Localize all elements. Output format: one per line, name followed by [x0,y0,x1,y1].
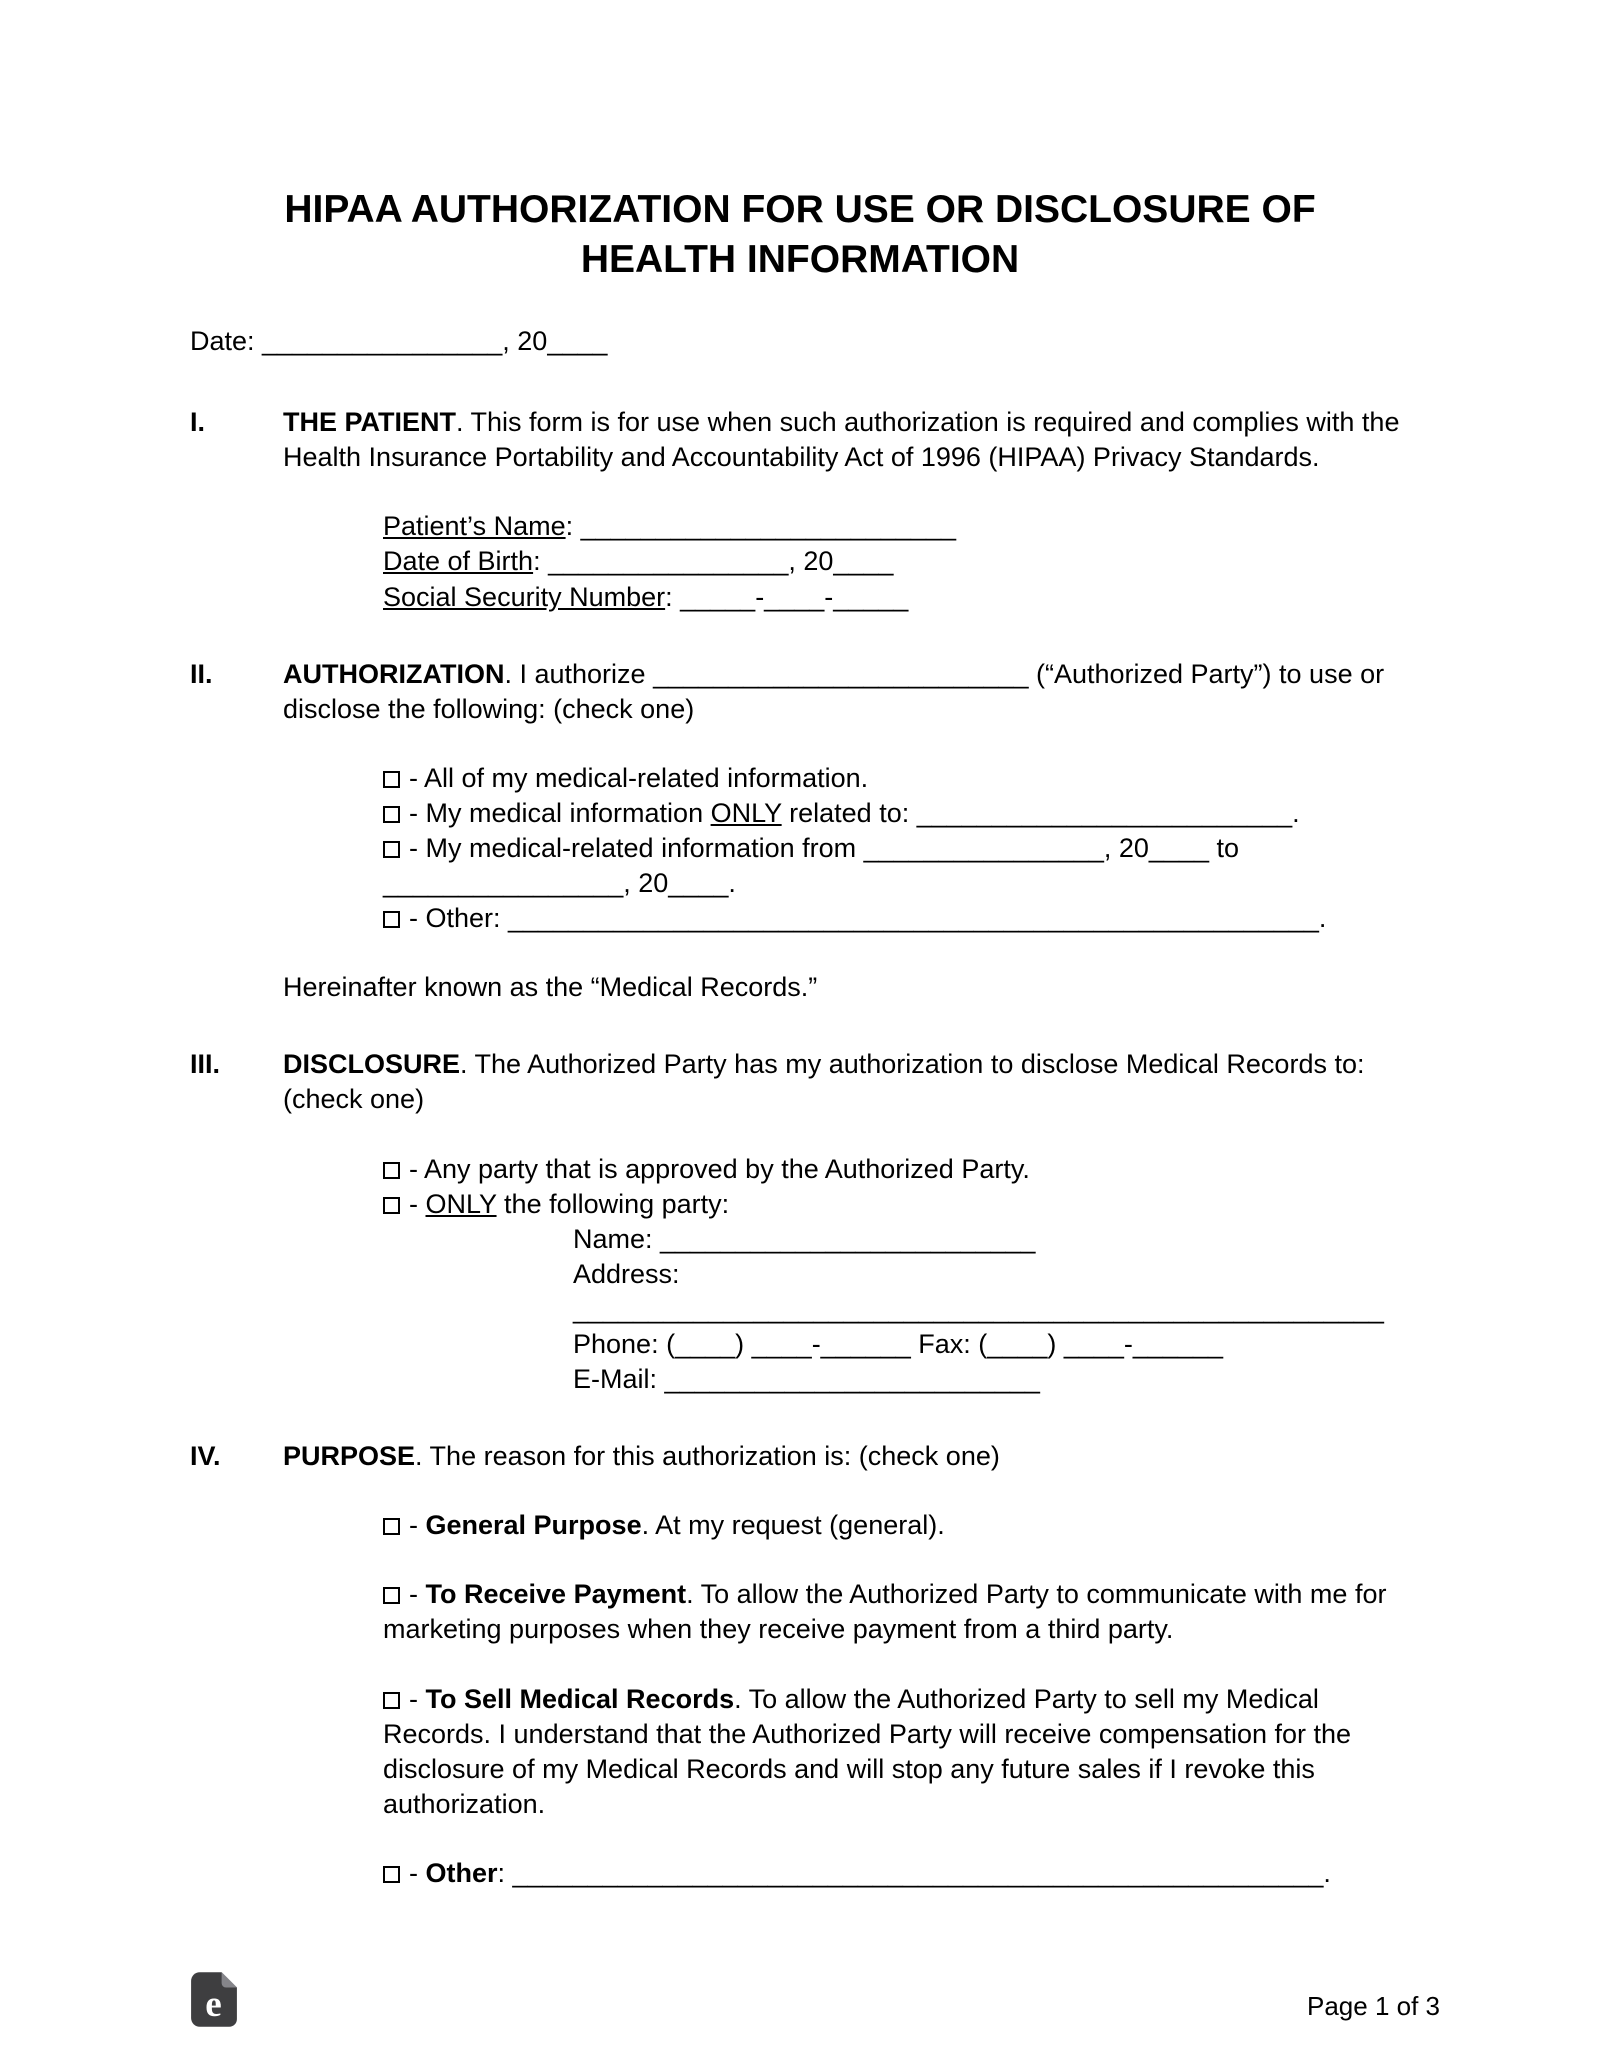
section-the-patient-lead [283,405,1410,475]
disclosure-options [383,1152,1410,1398]
patient-name-field [383,509,1410,544]
checkbox-item-all-medical-info [383,761,1410,796]
authorization-options [383,761,1410,936]
purpose-other-dash: - [409,1857,426,1888]
patient-name-blank: : _________________________ [565,511,956,542]
general-purpose-dash: - [409,1510,426,1541]
party-email-field: E-Mail: _________________________ [573,1364,1040,1395]
page-footer [190,1971,1440,2028]
checkbox-only-party-label-pre: - [409,1188,426,1219]
checkbox-authorization-other[interactable] [383,911,400,928]
patient-fields [383,509,1410,614]
document-title [190,185,1410,284]
party-name-field: Name: _________________________ [573,1223,1036,1254]
checkbox-item-authorization-other [383,901,1410,936]
page-number: Page 1 of 3 [1307,1991,1440,2022]
checkbox-only-related-label-post: related to: _________________________. [781,797,1300,828]
checkbox-item-any-party [383,1152,1410,1187]
checkbox-sell-records[interactable] [383,1692,400,1709]
section-purpose-heading: PURPOSE [283,1441,416,1472]
section-disclosure [190,1047,1410,1397]
section-the-patient [190,405,1410,614]
section-numeral-iii: III. [190,1049,221,1080]
party-phone-fax-field: Phone: (____) ____-______ Fax: (____) ____-______ [573,1329,1223,1359]
general-purpose-label: General Purpose [425,1510,642,1541]
section-purpose-text: . The reason for this authorization is: (check one) [415,1441,1000,1472]
checkbox-item-date-range [383,831,1410,901]
section-numeral-ii: II. [190,658,213,689]
general-purpose-text: . At my request (general). [641,1510,945,1541]
section-disclosure-lead [283,1047,1410,1117]
checkbox-medical-info-only-related[interactable] [383,806,400,823]
date-of-birth-blank: : ________________, 20____ [533,546,894,577]
section-numeral-iv: IV. [190,1441,221,1472]
checkbox-item-receive-payment [383,1577,1410,1647]
ssn-label: Social Security Number [383,581,666,612]
section-authorization-body [283,657,1410,1006]
purpose-other-label: Other [425,1857,498,1888]
checkbox-any-party-label: - Any party that is approved by the Authorized Party. [409,1153,1030,1184]
section-authorization-lead [283,657,1410,727]
ssn-field [383,580,1410,615]
section-disclosure-text: . The Authorized Party has my authorization to disclose Medical Records to: (check one) [283,1049,1365,1115]
patient-name-label: Patient’s Name [383,511,566,542]
section-authorization-text: . I authorize _________________________ (“Authorized Party”) to use or disclose the following: (check one) [283,658,1385,724]
logo-fold-icon [222,1972,237,1987]
checkbox-authorization-other-label: - Other: ______________________________________________________. [409,903,1327,934]
checkbox-date-range-label: - My medical-related information from ________________, 20____ to ________________, 20____. [383,832,1240,899]
eforms-logo [190,1971,238,2028]
section-authorization-heading: AUTHORIZATION [283,658,505,689]
checkbox-only-following-party[interactable] [383,1197,400,1214]
date-of-birth-label: Date of Birth [383,546,534,577]
title-line-2: HEALTH INFORMATION [580,237,1020,281]
section-authorization [190,657,1410,1006]
date-of-birth-field [383,544,1410,579]
section-the-patient-text: . This form is for use when such authorization is required and complies with the Health Insurance Portability and Accountability Act of 1996 (HIPAA) Privacy Standards. [283,407,1400,473]
receive-payment-text: . To allow the Authorized Party to communicate with me for marketing purposes when they receive payment from a third party. [383,1579,1387,1645]
section-the-patient-heading: THE PATIENT [283,407,456,438]
checkbox-only-party-label-post: the following party: [496,1188,730,1219]
section-purpose-body [283,1439,1410,1891]
checkbox-receive-payment[interactable] [383,1587,400,1604]
section-disclosure-heading: DISCLOSURE [283,1049,461,1080]
date-field: Date: ________________, 20____ [190,326,608,357]
section-purpose [190,1439,1410,1891]
checkbox-all-medical-info[interactable] [383,771,400,788]
section-numeral-i: I. [190,407,206,438]
checkbox-purpose-other[interactable] [383,1866,400,1883]
title-line-1: HIPAA AUTHORIZATION FOR USE OR DISCLOSURE OF [284,188,1316,231]
checkbox-item-only-related [383,796,1410,831]
checkbox-general-purpose[interactable] [383,1518,400,1535]
checkbox-item-general-purpose [383,1508,1410,1543]
checkbox-only-party-underline: ONLY [425,1188,497,1219]
ssn-blank: : _____-____-_____ [665,581,909,612]
section-disclosure-body [283,1047,1410,1397]
sell-records-text: . To allow the Authorized Party to sell my Medical Records. I understand that the Authorized Party will receive compensation for the disclosure of my Medical Records and will stop any future sales if I revoke this authorization. [383,1683,1352,1819]
party-fields [573,1222,1410,1397]
logo-letter: e [205,1983,222,2025]
receive-payment-dash: - [409,1579,426,1610]
checkbox-any-party[interactable] [383,1162,400,1179]
sell-records-label: To Sell Medical Records [425,1683,735,1714]
party-address-field: Address: ______________________________________________________ [573,1258,1384,1324]
section-purpose-lead [283,1439,1410,1474]
sell-records-dash: - [409,1683,426,1714]
checkbox-only-related-underline: ONLY [710,797,782,828]
checkbox-item-sell-records [383,1682,1410,1822]
medical-records-footnote: Hereinafter known as the “Medical Records.” [283,972,818,1003]
checkbox-item-purpose-other [383,1856,1410,1891]
checkbox-medical-info-date-range[interactable] [383,841,400,858]
section-the-patient-body [283,405,1410,614]
receive-payment-label: To Receive Payment [425,1579,687,1610]
checkbox-all-medical-info-label: - All of my medical-related information. [409,762,869,793]
checkbox-item-only-following-party [383,1187,1410,1222]
purpose-other-text: : ______________________________________________________. [497,1857,1331,1888]
checkbox-only-related-label-pre: - My medical information [409,797,711,828]
